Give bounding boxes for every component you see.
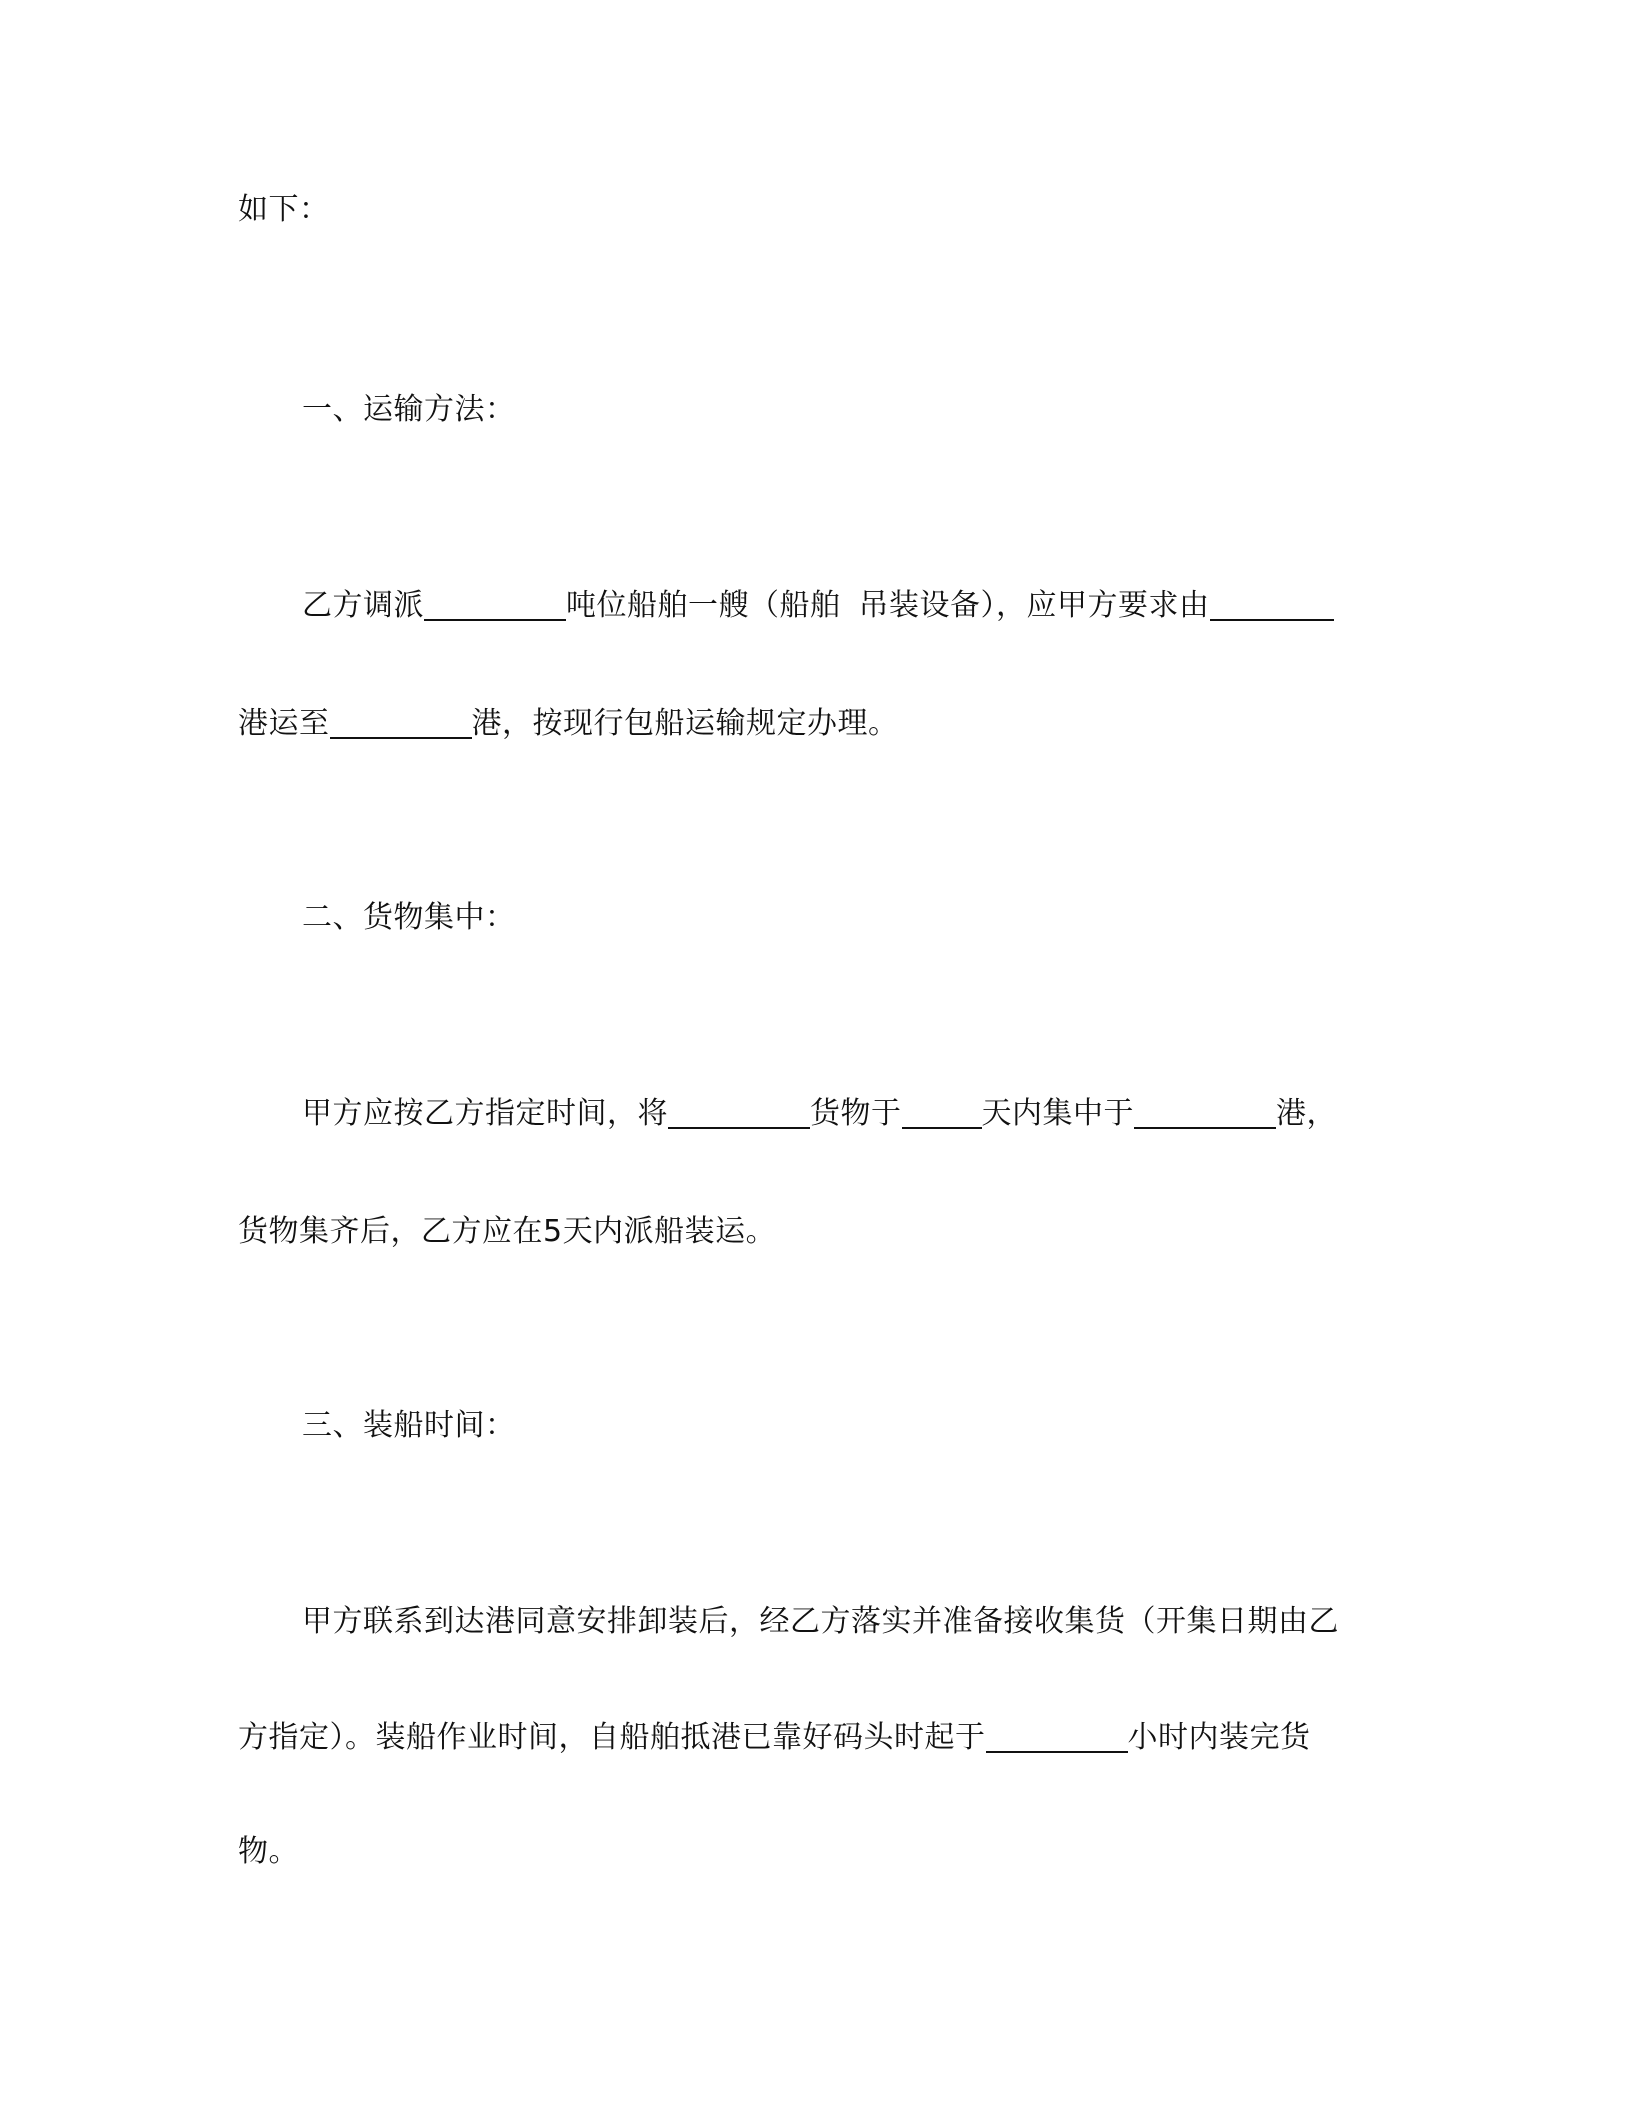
collection-port-blank[interactable]	[1134, 1097, 1276, 1129]
section-1-heading: 一、运输方法：	[302, 392, 516, 427]
section-2-line-1: 甲方应按乙方指定时间，将 货物于 天内集中于 港，	[302, 1096, 1337, 1131]
destination-port-blank[interactable]	[330, 707, 472, 739]
section-1-line-2: 港运至 港，按现行包船运输规定办理。	[238, 706, 899, 741]
section-3-line-1: 甲方联系到达港同意安排卸装后，经乙方落实并准备接收集货（开集日期由乙	[302, 1604, 1339, 1639]
section-3-line-2: 方指定）。装船作业时间，自船舶抵港已靠好码头时起于 小时内装完货	[238, 1720, 1311, 1755]
origin-port-blank[interactable]	[1210, 589, 1334, 621]
tonnage-blank[interactable]	[424, 589, 566, 621]
section-3-heading: 三、装船时间：	[302, 1408, 516, 1443]
section-2-heading: 二、货物集中：	[302, 900, 516, 935]
section-3-line-3: 物。	[238, 1834, 299, 1869]
loading-hours-blank[interactable]	[986, 1721, 1128, 1753]
days-blank[interactable]	[902, 1097, 982, 1129]
intro-text: 如下：	[238, 192, 330, 227]
section-2-line-2: 货物集齐后，乙方应在5天内派船装运。	[238, 1214, 777, 1249]
cargo-blank[interactable]	[668, 1097, 810, 1129]
section-1-line-1: 乙方调派 吨位船舶一艘（船舶 吊装设备），应甲方要求由	[302, 586, 1334, 626]
